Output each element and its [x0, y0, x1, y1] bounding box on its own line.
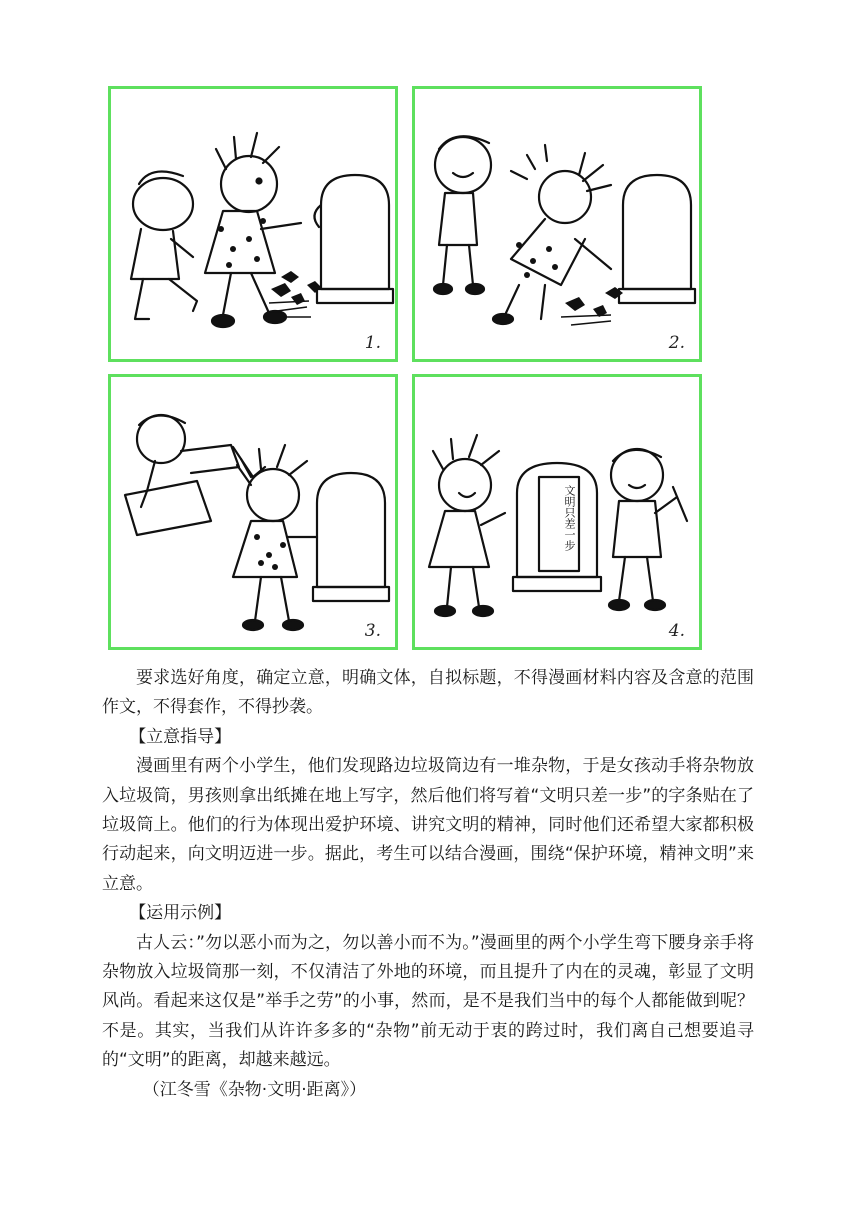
guide-heading: 【立意指导】 [129, 726, 232, 747]
comic-panel-3 [108, 374, 398, 650]
comic-strip [108, 84, 704, 652]
panel-number: 3. [364, 621, 381, 641]
sign-text: 文明只差一步 [563, 485, 576, 551]
panel-1-illustration [111, 89, 395, 359]
guide-paragraph: 漫画里有两个小学生，他们发现路边垃圾筒边有一堆杂物，于是女孩动手将杂物放入垃圾筒，男孩则拿出纸摊在地上写字，然后他们将写着“文明只差一步”的字条贴在了垃圾筒上。他们的行为体现出爱护环境、讲究文明的精神，同时他们还希望大家都积极行动起来，向文明迈进一步。据此，考生可以结合漫画，围绕“保护环境，精神文明”来立意。 [102, 756, 754, 894]
panel-number: 1. [364, 333, 381, 353]
comic-panel-2 [412, 86, 702, 362]
requirement-paragraph: 要求选好角度，确定立意，明确文体，自拟标题，不得漫画材料内容及含意的范围作文，不得套作，不得抄袭。 [102, 668, 754, 718]
comic-panel-4 [412, 374, 702, 650]
panel-number: 4. [668, 621, 685, 641]
panel-number: 2. [668, 333, 685, 353]
example-paragraph: 古人云：”勿以恶小而为之，勿以善小而不为。”漫画里的两个小学生弯下腰身亲手将杂物放入垃圾筒那一刻，不仅清洁了外地的环境，而且提升了内在的灵魂，彰显了文明风尚。看起来这仅是”举手之劳”的小事，然而，是不是我们当中的每个人都能做到呢？不是。其实，当我们从许许多多的“杂物”前无动于衷的跨过时，我们离自己想要追寻的“文明”的距离，却越来越远。 [102, 932, 754, 1071]
comic-panel-1 [108, 86, 398, 362]
citation: （江冬雪《杂物·文明·距离》） [142, 1079, 367, 1100]
article-body [102, 664, 754, 1105]
panel-2-illustration [415, 89, 699, 359]
panel-3-illustration [111, 377, 395, 647]
example-heading: 【运用示例】 [129, 903, 232, 924]
